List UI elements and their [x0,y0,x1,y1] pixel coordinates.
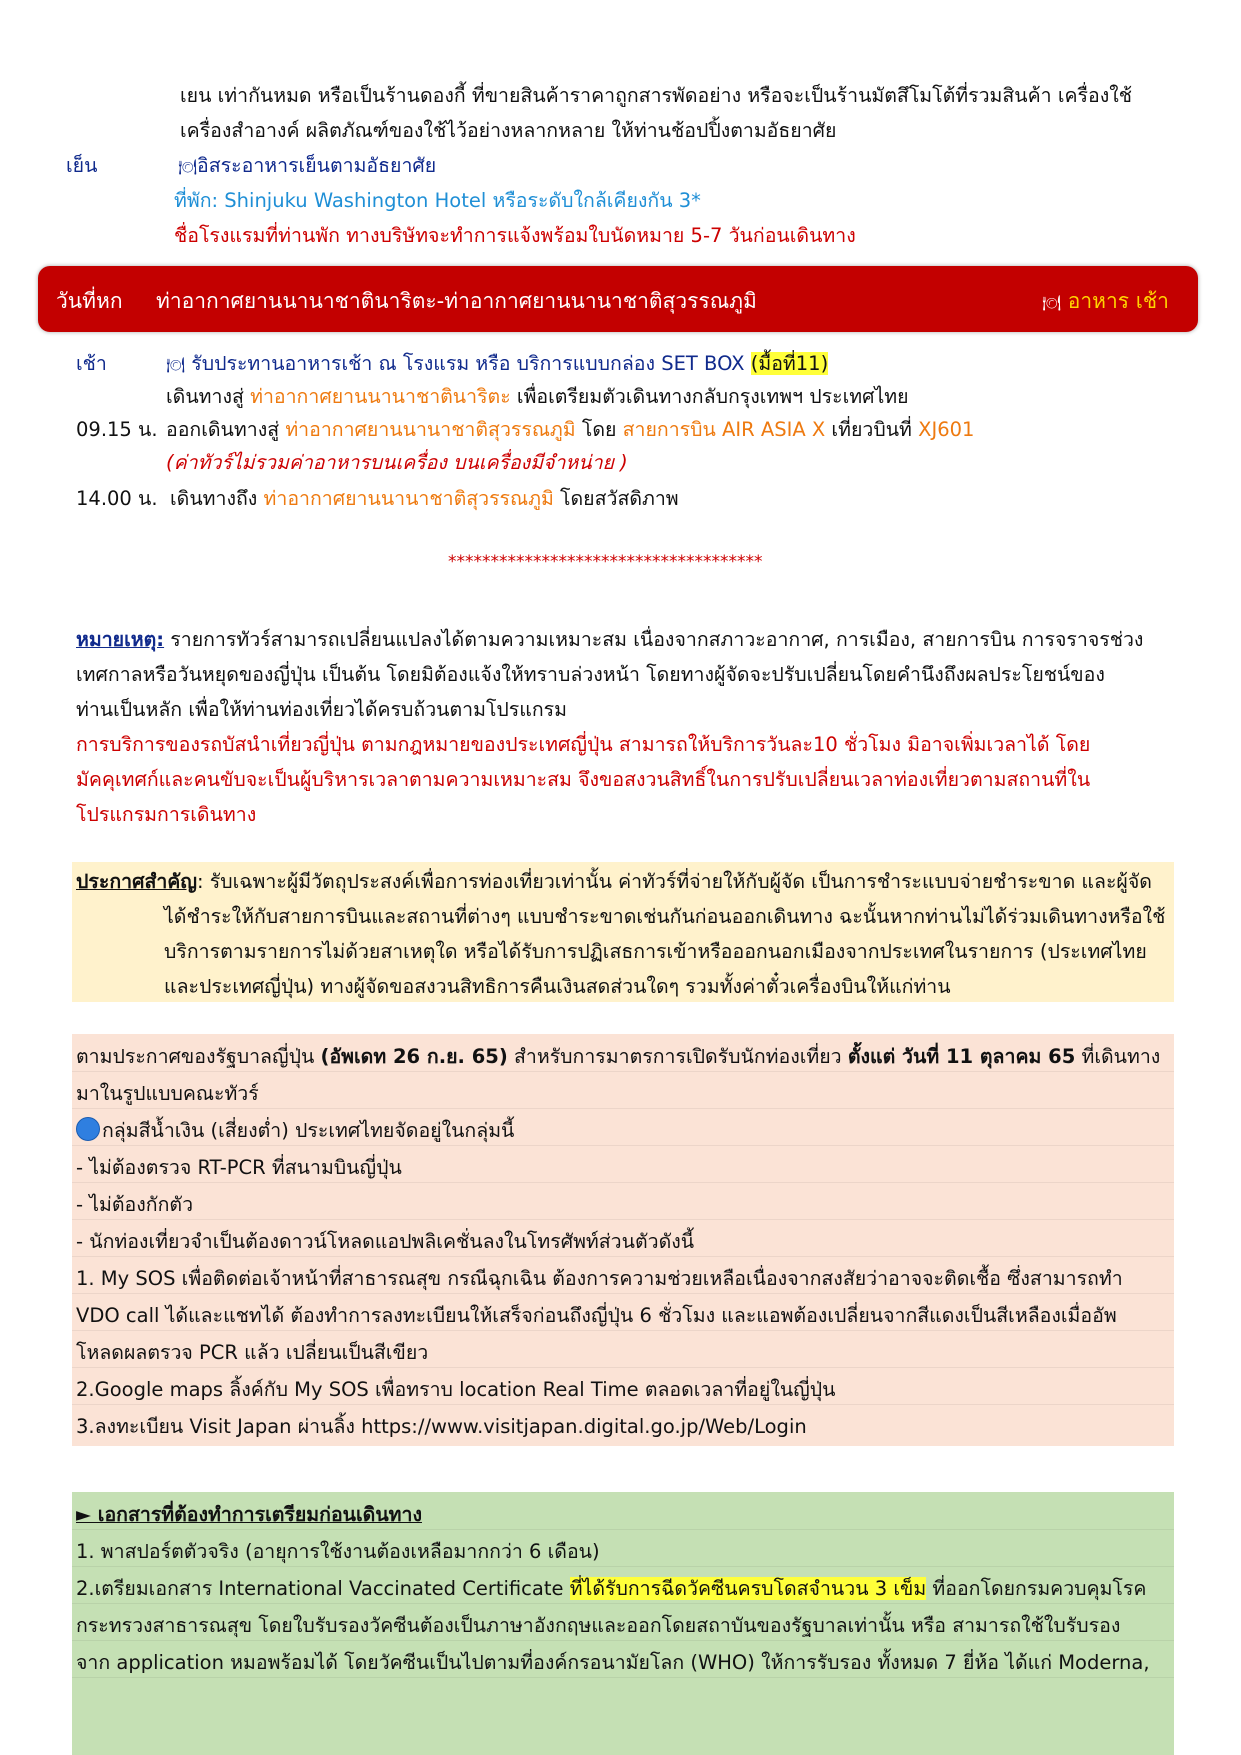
time-0915: 09.15 น. [76,418,158,441]
notice-text-1: : รับเฉพาะผู้มีวัตถุประสงค์เพื่อการท่องเที่ยวเท่านั้น ค่าทัวร์ที่จ่ายให้กับผู้จัด เป็นการชำระแบบจ่ายชำระขาด และผู้จัด [196,870,1152,893]
doc-passport: 1. พาสปอร์ตตัวจริง (อายุการใช้งานต้องเหลือมากกว่า 6 เดือน) [76,1540,600,1563]
remark-label: หมายเหตุ: [76,628,165,651]
doc-vaccine-text-c: ที่ออกโดยกรมควบคุมโรค [926,1577,1147,1600]
intro-line-2: เครื่องสำอางค์ ผลิตภัณฑ์ของใช้ไว้อย่างหลากหลาย ให้ท่านช้อปปิ้งตามอัธยาศัย [180,119,837,142]
doc-vaccine-line-2: กระทรวงสาธารณสุข โดยใบรับรองวัคซีนต้องเป็นภาษาอังกฤษและออกโดยสถาบันของรัฐบาลเท่านั้น หรือ สามารถใช้ใบรับรอง [76,1614,1121,1637]
update-date: (อัพเดท 26 ก.ย. 65) [320,1045,508,1068]
bus-rule-line-3: โปรแกรมการเดินทาง [76,803,257,826]
japan-text-e: ที่เดินทาง [1075,1045,1161,1068]
day-label: วันที่หก [56,289,123,313]
arrival-line [170,483,679,514]
evening-meal [178,150,436,181]
notice-line-4: และประเทศญี่ปุ่น) ทางผู้จัดขอสงวนสิทธิการคืนเงินสดส่วนใดๆ รวมทั้งค่าตั๋วเครื่องบินให้แก่ท่าน [164,975,951,998]
japan-text-a: ตามประกาศของรัฐบาลญี่ปุ่น [76,1045,321,1068]
airline: สายการบิน AIR ASIA X [622,418,826,441]
hotel-info: ที่พัก: Shinjuku Washington Hotel หรือระดับใกล้เคียงกัน 3* [174,189,701,212]
evening-label: เย็น [66,154,98,177]
rule-no-pcr: - ไม่ต้องตรวจ RT-PCR ที่สนามบินญี่ปุ่น [76,1156,402,1179]
mysos-line-3: โหลดผลตรวจ PCR แล้ว เปลี่ยนเป็นสีเขียว [76,1341,429,1364]
bus-rule-line-1: การบริการของรถบัสนำเที่ยวญี่ปุ่น ตามกฎหมายของประเทศญี่ปุ่น สามารถให้บริการวันละ10 ชั่วโมง มิอาจเพิ่มเวลาได้ โดย [76,733,1091,756]
notice-line-2: ได้ชำระให้กับสายการบินและสถานที่ต่างๆ แบบชำระขาดเช่นกันก่อนออกเดินทาง ฉะนั้นหากท่านไม่ได้ร่วมเดินทางหรือใช้ [164,905,1166,928]
day-meals-text: อาหาร เช้า [1067,289,1169,313]
japan-text-c: สำหรับการมาตรการเปิดรับนักท่องเที่ยว [507,1045,848,1068]
evening-meal-text: อิสระอาหารเย็นตามอัธยาศัย [197,154,437,177]
arrival-suffix: โดยสวัสดิภาพ [553,487,679,510]
important-notice-box [72,862,1174,1002]
flight-prefix: เที่ยวบินที่ [825,418,919,441]
japan-entry-box [72,1034,1174,1446]
meal-icon: 🍽 [178,158,198,176]
mysos-line-2: VDO call ได้และแชทได้ ต้องทำการลงทะเบียนให้เสร็จก่อนถึงญี่ปุ่น 6 ชั่วโมง และแอพต้องเปลี่ยนจากสีแดงเป็นสีเหลืองเมื่ออัพ [76,1304,1117,1327]
rule-download-apps: - นักท่องเที่ยวจำเป็นต้องดาวน์โหลดแอปพลิเคชั่นลงในโทรศัพท์ส่วนตัวดังนี้ [76,1230,695,1253]
meal-count: (มื้อที่11) [750,352,829,375]
transfer-airport: ท่าอากาศยานนานาชาตินาริตะ [250,385,511,408]
transfer-line [166,381,909,412]
transfer-prefix: เดินทางสู่ [166,385,251,408]
remark-line-3: ท่านเป็นหลัก เพื่อให้ท่านท่องเที่ยวได้ครบถ้วนตามโปรแกรม [76,698,567,721]
blue-group-text: กลุ่มสีน้ำเงิน (เสี่ยงต่ำ) ประเทศไทยจัดอยู่ในกลุ่มนี้ [102,1119,515,1142]
meal-icon: 🍽 [166,356,186,374]
meal-note: (ค่าทัวร์ไม่รวมค่าอาหารบนเครื่อง บนเครื่องมีจำหน่าย ) [166,451,628,474]
day-banner [38,266,1198,332]
documents-heading: ► เอกสารที่ต้องทำการเตรียมก่อนเดินทาง [76,1503,422,1526]
transfer-suffix: เพื่อเตรียมตัวเดินทางกลับกรุงเทพฯ ประเทศไทย [510,385,909,408]
departure-airport: ท่าอากาศยานนานาชาติสุวรรณภูมิ [285,418,576,441]
arrival-airport: ท่าอากาศยานนานาชาติสุวรรณภูมิ [263,487,554,510]
day-meals [1042,285,1169,318]
effective-date: ตั้งแต่ วันที่ 11 ตุลาคม 65 [847,1045,1076,1068]
bus-rule-line-2: มัคคุเทศก์และคนขับจะเป็นผู้บริหารเวลาตามความเหมาะสม จึงขอสงวนสิทธิ์ในการปรับเปลี่ยนเวลาท่องเที่ยวตามสถานที่ใน [76,768,1091,791]
notice-label: ประกาศสำคัญ [76,870,197,893]
intro-line-1: เยน เท่ากันหมด หรือเป็นร้านดองกี้ ที่ขายสินค้าราคาถูกสารพัดอย่าง หรือจะเป็นร้านมัตสึโมโต้ที่รวมสินค้า เครื่องใช้ [180,84,1133,107]
departure-mid: โดย [575,418,623,441]
doc-vaccine-line-1 [76,1573,1178,1604]
blue-group-line [76,1115,1178,1146]
notice-line-1 [76,866,1178,897]
remark-text-1: รายการทัวร์สามารถเปลี่ยนแปลงได้ตามความเหมาะสม เนื่องจากสภาวะอากาศ, การเมือง, สายการบิน การจราจรช่วง [164,628,1144,651]
flight-number: XJ601 [918,418,975,441]
japan-line-2: มาในรูปแบบคณะทัวร์ [76,1082,259,1105]
departure-line [166,414,974,445]
rule-no-quarantine: - ไม่ต้องกักตัว [76,1193,194,1216]
google-maps-line: 2.Google maps ลิ้งค์กับ My SOS เพื่อทราบ location Real Time ตลอดเวลาที่อยู่ในญี่ปุ่น [76,1378,836,1401]
doc-vaccine-highlight: ที่ได้รับการฉีดวัคซีนครบโดสจำนวน 3 เข็ม [569,1577,927,1600]
departure-prefix: ออกเดินทางสู่ [166,418,286,441]
doc-vaccine-line-3: จาก application หมอพร้อมได้ โดยวัคซีนเป็นไปตามที่องค์กรอนามัยโลก (WHO) ให้การรับรอง ทั้งหมด 7 ยี่ห้อ ได้แก่ Moderna, [76,1651,1150,1674]
breakfast-text: รับประทานอาหารเช้า ณ โรงแรม หรือ บริการแบบกล่อง SET BOX [191,352,745,375]
blue-circle-icon [76,1117,100,1141]
remark-line-1 [76,624,1143,655]
visit-japan-line: 3.ลงทะเบียน Visit Japan ผ่านลิ้ง https://www.visitjapan.digital.go.jp/Web/Login [76,1415,807,1438]
remark-line-2: เทศกาลหรือวันหยุดของญี่ปุ่น เป็นต้น โดยมิต้องแจ้งให้ทราบล่วงหน้า โดยทางผู้จัดจะปรับเปลี่ยนโดยคำนึงถึงผลประโยชน์ของ [76,663,1105,686]
doc-vaccine-text-a: 2.เตรียมเอกสาร International Vaccinated Certificate [76,1577,570,1600]
arrival-prefix: เดินทางถึง [170,487,264,510]
mysos-line-1: 1. My SOS เพื่อติดต่อเจ้าหน้าที่สาธารณสุข กรณีฉุกเฉิน ต้องการความช่วยเหลือเนื่องจากสงสัยว่าอาจจะติดเชื้อ ซึ่งสามารถทำ [76,1267,1123,1290]
meal-icon: 🍽 [1042,294,1062,312]
hotel-note: ชื่อโรงแรมที่ท่านพัก ทางบริษัทจะทำการแจ้งพร้อมใบนัดหมาย 5-7 วันก่อนเดินทาง [174,224,856,247]
japan-line-1 [76,1041,1178,1072]
documents-box [72,1492,1174,1755]
time-1400: 14.00 น. [76,487,158,510]
breakfast-line [166,348,828,379]
morning-label: เช้า [76,352,107,375]
notice-line-3: บริการตามรายการไม่ด้วยสาเหตุใด หรือได้รับการปฏิเสธการเข้าหรือออกนอกเมืองจากประเทศในรายการ (ประเทศไทย [164,940,1147,963]
separator: ************************************* [448,552,763,572]
day-route: ท่าอากาศยานนานาชาตินาริตะ-ท่าอากาศยานนานาชาติสุวรรณภูมิ [156,289,757,313]
